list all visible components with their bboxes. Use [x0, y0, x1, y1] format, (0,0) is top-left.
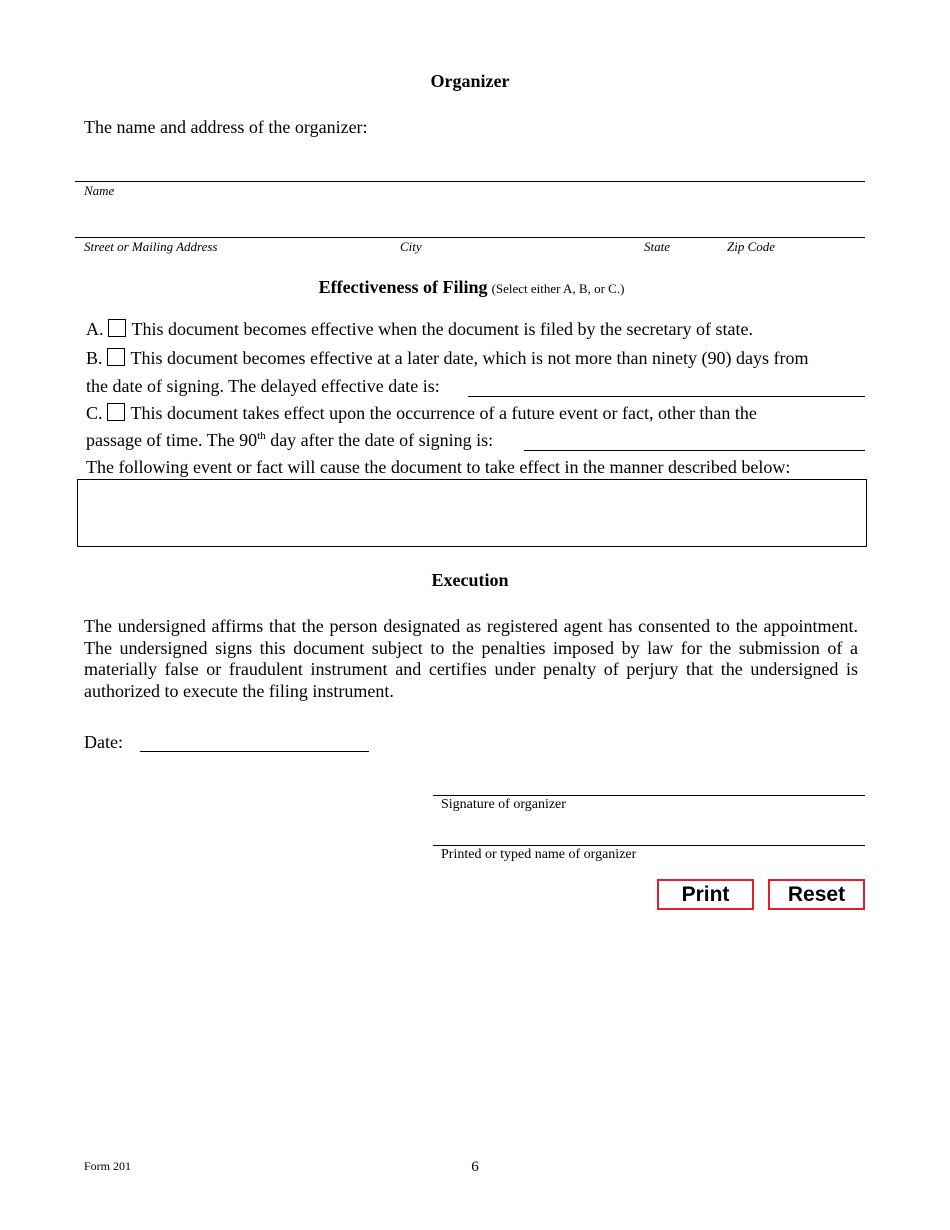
option-c-text: This document takes effect upon the occurrence of a future event or fact, other than the — [130, 403, 757, 423]
address-line[interactable] — [75, 237, 865, 238]
option-b-row2: the date of signing. The delayed effective date is: — [86, 376, 440, 396]
signature-label: Signature of organizer — [441, 797, 566, 812]
effectiveness-note: (Select either A, B, or C.) — [491, 281, 625, 296]
execution-paragraph: The undersigned affirms that the person designated as registered agent has consented to the appointment. The undersigned signs this document subject to the penalties imposed by law for the submission of a materially false or fraudulent instrument and certifies under penalty of perjury that the undersigned is authorized to execute the filing instrument. — [84, 616, 858, 701]
option-b-letter: B. — [86, 348, 103, 368]
zip-label: Zip Code — [727, 239, 776, 254]
event-text: The following event or fact will cause the document to take effect in the manner described below: — [86, 457, 791, 477]
page-number: 6 — [471, 1159, 479, 1175]
name-line[interactable] — [75, 181, 865, 182]
option-a-text: This document becomes effective when the document is filed by the secretary of state. — [131, 319, 753, 339]
option-a-row — [86, 319, 753, 340]
option-c-row2 — [86, 430, 493, 451]
reset-button[interactable]: Reset — [768, 879, 865, 910]
option-c-letter: C. — [86, 403, 103, 423]
date-label: Date: — [84, 732, 123, 752]
option-b-row — [86, 348, 808, 369]
form-number: Form 201 — [84, 1159, 132, 1173]
name-label: Name — [84, 183, 115, 198]
effectiveness-heading-row — [0, 277, 943, 298]
delayed-date-field[interactable] — [468, 396, 865, 397]
date-field[interactable] — [140, 751, 369, 752]
option-c-text2-post: day after the date of signing is: — [265, 430, 494, 450]
state-label: State — [644, 239, 670, 254]
effectiveness-heading: Effectiveness of Filing — [318, 277, 488, 297]
option-a-letter: A. — [86, 319, 104, 339]
printed-name-line[interactable] — [433, 845, 865, 846]
organizer-heading: Organizer — [430, 71, 510, 91]
signature-line[interactable] — [433, 795, 865, 796]
city-label: City — [400, 239, 422, 254]
option-a-checkbox[interactable] — [108, 319, 126, 337]
organizer-intro: The name and address of the organizer: — [84, 117, 368, 137]
option-c-text2-sup: th — [257, 430, 266, 442]
option-c-text2-pre: passage of time. The 90 — [86, 430, 258, 450]
print-button[interactable]: Print — [657, 879, 754, 910]
option-c-row — [86, 403, 757, 424]
ninetieth-day-field[interactable] — [524, 450, 865, 451]
option-b-checkbox[interactable] — [107, 348, 125, 366]
execution-heading: Execution — [431, 570, 509, 590]
option-b-text: This document becomes effective at a later date, which is not more than ninety (90) days from — [130, 348, 809, 368]
event-description-field[interactable] — [77, 479, 867, 547]
printed-name-label: Printed or typed name of organizer — [441, 847, 637, 862]
street-label: Street or Mailing Address — [84, 239, 218, 254]
option-c-checkbox[interactable] — [107, 403, 125, 421]
